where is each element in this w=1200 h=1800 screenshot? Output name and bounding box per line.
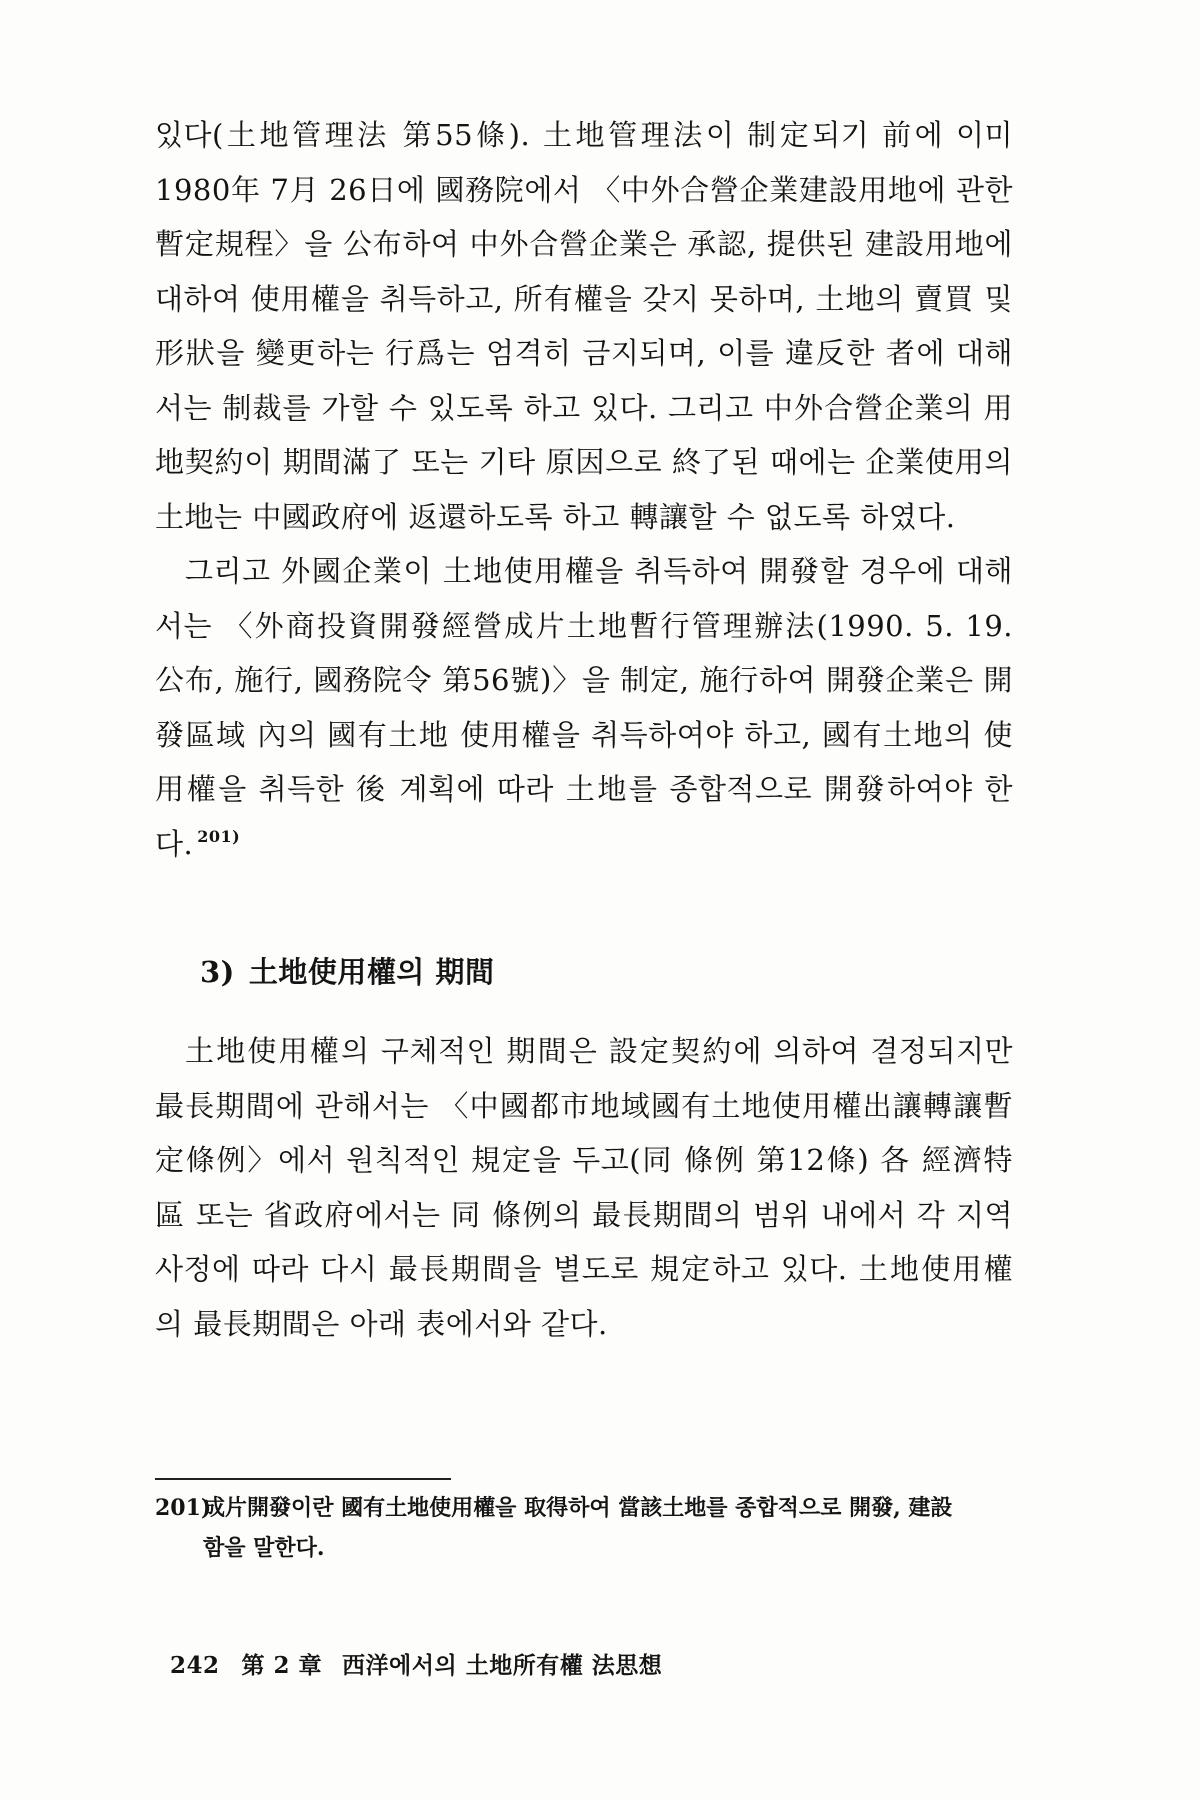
paragraph-usage-period: 土地使用權의 구체적인 期間은 設定契約에 의하여 결정되지만 最長期間에 관해서는 〈中國都市地域國有土地使用權出讓轉讓暫定條例〉에서 원칙적인 規定을 두고(同 條例 第12條) 各 經濟特區 또는 省政府에서는 同 條例의 最長期間의 범위 내에서 각 지역 사정에 따라 다시 最長期間을 별도로 規定하고 있다. 土地使用權의 最長期間은 아래 表에서와 같다. <box>155 1034 1013 1341</box>
section-heading <box>200 952 495 992</box>
page-number: 242 <box>170 1652 220 1679</box>
footnote-number: 201) <box>155 1495 212 1521</box>
footnote-divider <box>155 1478 451 1480</box>
footnote-reference: 201) <box>197 826 241 846</box>
running-footer <box>170 1650 662 1682</box>
section-title: 土地使用權의 期間 <box>248 955 495 989</box>
footnote-text-1: 成片開發이란 國有土地使用權을 取得하여 當該土地를 종합적으로 開發, 建設 <box>203 1495 953 1521</box>
section-number: 3) <box>200 955 235 989</box>
footnote-text-2: 함을 말한다. <box>203 1535 325 1561</box>
chapter-title: 西洋에서의 土地所有權 法思想 <box>342 1652 663 1679</box>
chapter-label: 第 2 章 <box>241 1652 323 1679</box>
paragraph-land-management: 있다(土地管理法 第55條). 土地管理法이 制定되기 前에 이미 1980年 7月 26日에 國務院에서 〈中外合營企業建設用地에 관한 暫定規程〉을 公布하여 中外合營企業은 承認, 提供된 建設用地에 대하여 使用權을 취득하고, 所有權을 갖지 못하며, 土地의 賣買 및 形狀을 變更하는 行爲는 엄격히 금지되며, 이를 違反한 者에 대해서는 制裁를 가할 수 있도록 하고 있다. 그리고 中外合營企業의 用地契約이 期間滿了 또는 기타 原因으로 終了된 때에는 企業使用의 土地는 中國政府에 返還하도록 하고 轉讓할 수 없도록 하였다. <box>155 118 1013 534</box>
body-text-upper <box>155 108 1013 871</box>
paragraph-foreign-enterprise-text: 그리고 外國企業이 土地使用權을 취득하여 開發할 경우에 대해서는 〈外商投資開發經營成片土地暫行管理辦法(1990. 5. 19. 公布, 施行, 國務院令 第56號)〉을 制定, 施行하여 開發企業은 開發區域 內의 國有土地 使用權을 취득하여야 하고, 國有土地의 使用權을 취득한 後 계획에 따라 土地를 종합적으로 開發하여야 한다. <box>155 554 1013 861</box>
paragraph-foreign-enterprise <box>155 544 1013 871</box>
footnote-line-1 <box>155 1488 1013 1528</box>
body-text-lower <box>155 1024 1013 1351</box>
footnote <box>155 1488 1013 1568</box>
